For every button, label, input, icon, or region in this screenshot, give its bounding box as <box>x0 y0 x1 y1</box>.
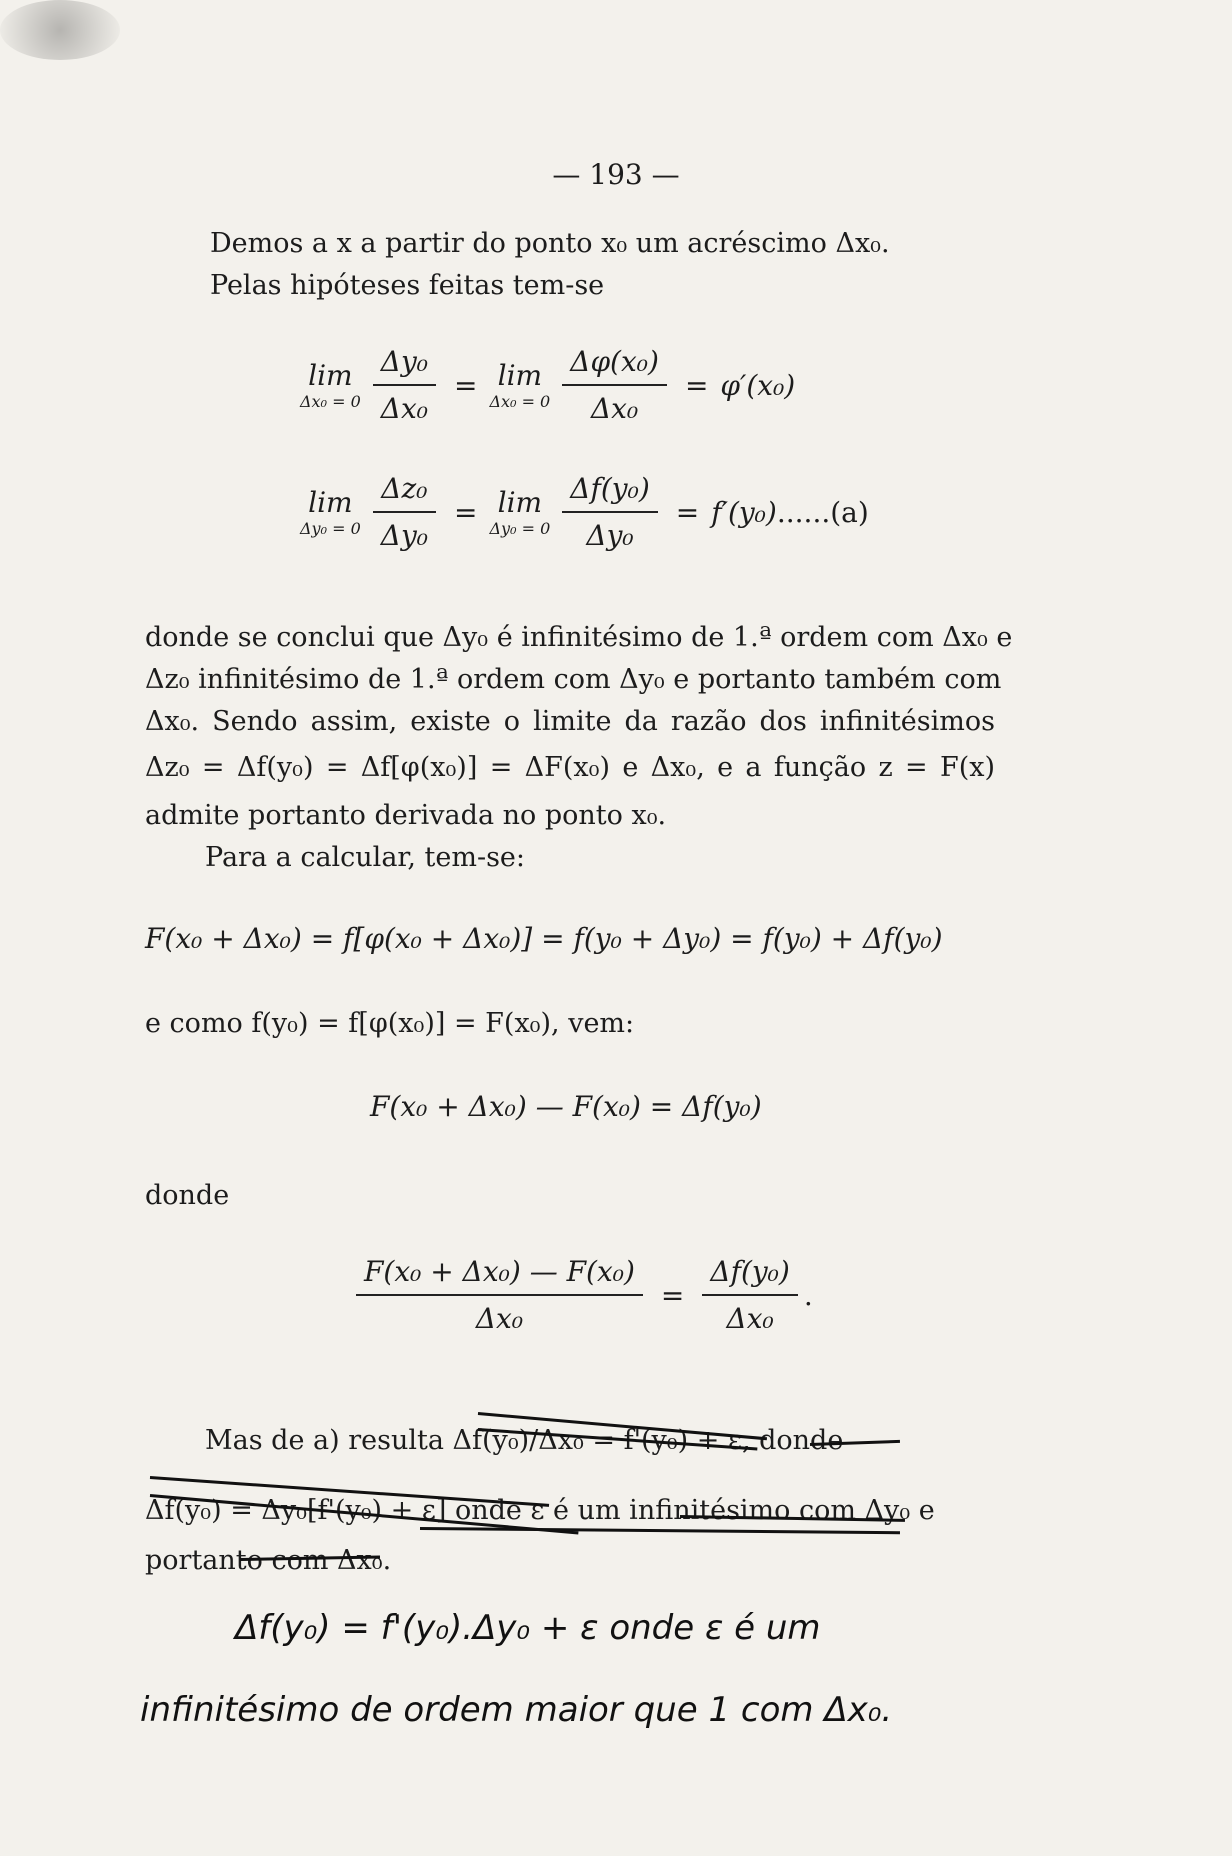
fraction-rhs: $\frac{\text{Δf(y₀)}}{\text{Δx₀}}$ <box>702 1255 797 1335</box>
fraction-dphi-dx: $\frac{\text{Δφ(x₀)}}{\text{Δx₀}}$ <box>562 345 667 425</box>
fraction-dy-dx: $\frac{\text{Δy₀}}{\text{Δx₀}}$ <box>373 345 436 425</box>
paragraph2-line4: Δz₀ = Δf(y₀) = Δf[φ(x₀)] = ΔF(x₀) e Δx₀, e a função z = F(x) <box>145 752 995 783</box>
equation-label: (a) <box>830 495 869 529</box>
equation-composite-increment: F(x₀ + Δx₀) = f[φ(x₀ + Δx₀)] = f(y₀ + Δy₀) = f(y₀) + Δf(y₀) <box>145 922 943 955</box>
equation-limit-phi: lim Δx₀ = 0 $\frac{\text{Δy₀}}{\text{Δx₀}}$ = lim Δx₀ = 0 $\frac{\text{Δφ(x₀)}}{\text{Δx₀}}$ = φ′(x₀) <box>300 345 796 425</box>
paragraph2-line1: donde se conclui que Δy₀ é infinitésimo de 1.ª ordem com Δx₀ e <box>145 622 1013 653</box>
corner-smudge <box>0 0 120 60</box>
fraction-dz-dy: $\frac{\text{Δz₀}}{\text{Δy₀}}$ <box>373 472 436 552</box>
line-e-como: e como f(y₀) = f[φ(x₀)] = F(x₀), vem: <box>145 1008 635 1039</box>
fraction-lhs: $\frac{\text{F(x₀ + Δx₀) — F(x₀)}}{\text{Δx₀}}$ <box>356 1255 643 1335</box>
handwritten-line1: Δf(y₀) = f'(y₀).Δy₀ + ε onde ε é um <box>235 1608 821 1648</box>
paragraph1-line1: Demos a x a partir do ponto x₀ um acréscimo Δx₀. <box>210 228 890 259</box>
lim-operator: lim Δy₀ = 0 <box>489 486 551 538</box>
paragraph2-line6: Para a calcular, tem-se: <box>205 842 526 873</box>
paragraph2-line5: admite portanto derivada no ponto x₀. <box>145 800 667 831</box>
lim-operator: lim Δx₀ = 0 <box>300 359 361 411</box>
paragraph2-line3: Δx₀. Sendo assim, existe o limite da razão dos infinitésimos <box>145 706 995 737</box>
page-number: — 193 — <box>552 158 680 191</box>
equation-difference: F(x₀ + Δx₀) — F(x₀) = Δf(y₀) <box>370 1090 762 1123</box>
equation-limit-f: lim Δy₀ = 0 $\frac{\text{Δz₀}}{\text{Δy₀}}$ = lim Δy₀ = 0 $\frac{\text{Δf(y₀)}}{\text{Δy₀}}$ = f′(y₀)...... (a) <box>300 472 869 552</box>
strike-mark <box>420 1527 900 1534</box>
lim-operator: lim Δx₀ = 0 <box>489 359 551 411</box>
fraction-df-dy: $\frac{\text{Δf(y₀)}}{\text{Δy₀}}$ <box>562 472 657 552</box>
struck-line1: Mas de a) resulta Δf(y₀)/Δx₀ = f'(y₀) + ε, donde <box>205 1425 844 1456</box>
paragraph1-line2: Pelas hipóteses feitas tem-se <box>210 270 605 301</box>
lim-operator: lim Δy₀ = 0 <box>300 486 361 538</box>
word-donde: donde <box>145 1180 230 1211</box>
struck-line2: Δf(y₀) = Δy₀[f'(y₀) + ε] onde ε é um infinitésimo com Δy₀ e <box>145 1495 935 1526</box>
equation-quotient: $\frac{\text{F(x₀ + Δx₀) — F(x₀)}}{\text{Δx₀}}$ = $\frac{\text{Δf(y₀)}}{\text{Δx₀}}$ . <box>350 1255 813 1335</box>
struck-line3: portanto com Δx₀. <box>145 1545 392 1576</box>
handwritten-line2: infinitésimo de ordem maior que 1 com Δx₀. <box>140 1690 893 1730</box>
paragraph2-line2: Δz₀ infinitésimo de 1.ª ordem com Δy₀ e portanto também com <box>145 664 1002 695</box>
